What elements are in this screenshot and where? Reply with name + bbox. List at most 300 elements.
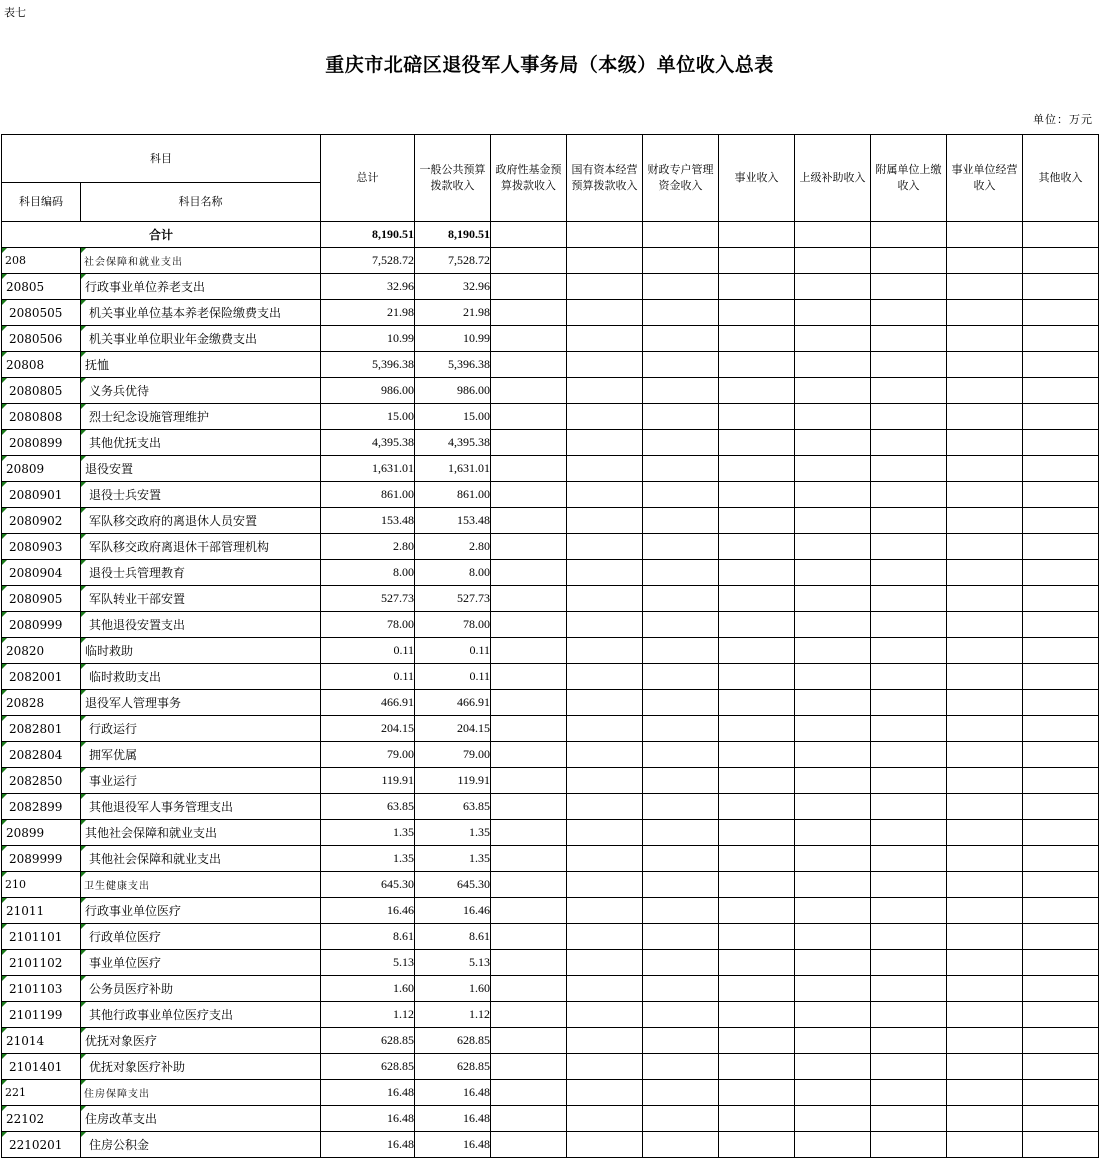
subject-name-cell: 其他社会保障和就业支出: [81, 846, 321, 872]
table-row: [2, 352, 1099, 378]
empty-cell: [1023, 1080, 1099, 1106]
empty-cell: [719, 794, 795, 820]
empty-cell: [567, 352, 643, 378]
empty-cell: [1023, 846, 1099, 872]
table-row: [2, 482, 1099, 508]
table-row: [2, 1002, 1099, 1028]
empty-cell: [795, 248, 871, 274]
empty-cell: [719, 1028, 795, 1054]
table-row: [2, 976, 1099, 1002]
subject-name-cell: 其他退役军人事务管理支出: [81, 794, 321, 820]
subject-code-cell: 2080506: [2, 326, 81, 352]
empty-cell: [795, 742, 871, 768]
empty-cell: [947, 690, 1023, 716]
total-cell: 79.00: [321, 742, 415, 768]
table-row: [2, 456, 1099, 482]
empty-cell: [1023, 222, 1099, 248]
empty-cell: [947, 872, 1023, 898]
empty-cell: [567, 560, 643, 586]
empty-cell: [643, 326, 719, 352]
empty-cell: [643, 1054, 719, 1080]
empty-cell: [947, 612, 1023, 638]
empty-cell: [567, 378, 643, 404]
table-row: [2, 378, 1099, 404]
table-row: [2, 664, 1099, 690]
table-row: [2, 586, 1099, 612]
empty-cell: [719, 274, 795, 300]
subject-code-cell: 2082899: [2, 794, 81, 820]
empty-cell: [871, 976, 947, 1002]
table-row: [2, 430, 1099, 456]
total-cell: 645.30: [321, 872, 415, 898]
income-summary-table: [1, 134, 1099, 1158]
empty-cell: [795, 924, 871, 950]
empty-cell: [871, 222, 947, 248]
subject-code-cell: 2080505: [2, 300, 81, 326]
empty-cell: [871, 846, 947, 872]
total-cell: 204.15: [321, 716, 415, 742]
general-budget-cell: 527.73: [415, 586, 491, 612]
empty-cell: [643, 664, 719, 690]
empty-cell: [1023, 690, 1099, 716]
empty-cell: [643, 482, 719, 508]
total-cell: 16.48: [321, 1106, 415, 1132]
empty-cell: [947, 898, 1023, 924]
empty-cell: [567, 846, 643, 872]
empty-cell: [491, 664, 567, 690]
total-cell: 0.11: [321, 638, 415, 664]
total-cell: 628.85: [321, 1054, 415, 1080]
subject-code-cell: 20809: [2, 456, 81, 482]
summary-row: [2, 222, 1099, 248]
empty-cell: [1023, 378, 1099, 404]
empty-cell: [719, 898, 795, 924]
empty-cell: [719, 222, 795, 248]
empty-cell: [643, 1028, 719, 1054]
empty-cell: [719, 560, 795, 586]
general-budget-cell: 79.00: [415, 742, 491, 768]
table-row: [2, 1106, 1099, 1132]
general-budget-cell: 16.48: [415, 1106, 491, 1132]
empty-cell: [871, 794, 947, 820]
empty-cell: [947, 404, 1023, 430]
total-cell: 466.91: [321, 690, 415, 716]
subject-name-cell: 行政单位医疗: [81, 924, 321, 950]
empty-cell: [567, 534, 643, 560]
empty-cell: [567, 638, 643, 664]
subject-name-cell: 退役军人管理事务: [81, 690, 321, 716]
general-budget-cell: 204.15: [415, 716, 491, 742]
subject-code-cell: 2101401: [2, 1054, 81, 1080]
total-cell: 1.60: [321, 976, 415, 1002]
empty-cell: [795, 898, 871, 924]
empty-cell: [1023, 326, 1099, 352]
total-cell: 16.48: [321, 1080, 415, 1106]
empty-cell: [871, 378, 947, 404]
empty-cell: [643, 248, 719, 274]
empty-cell: [491, 950, 567, 976]
empty-cell: [491, 872, 567, 898]
empty-cell: [643, 794, 719, 820]
empty-cell: [871, 872, 947, 898]
total-cell: 78.00: [321, 612, 415, 638]
subject-code-cell: 2082850: [2, 768, 81, 794]
table-row: [2, 742, 1099, 768]
total-cell: 1,631.01: [321, 456, 415, 482]
header-business-operation: 事业单位经营收入: [947, 135, 1023, 222]
subject-name-cell: 优抚对象医疗: [81, 1028, 321, 1054]
table-row: [2, 716, 1099, 742]
empty-cell: [947, 274, 1023, 300]
empty-cell: [947, 534, 1023, 560]
empty-cell: [947, 300, 1023, 326]
empty-cell: [491, 560, 567, 586]
empty-cell: [947, 508, 1023, 534]
empty-cell: [947, 1080, 1023, 1106]
empty-cell: [491, 248, 567, 274]
empty-cell: [491, 300, 567, 326]
empty-cell: [947, 716, 1023, 742]
empty-cell: [491, 716, 567, 742]
general-budget-cell: 1.35: [415, 846, 491, 872]
table-row: [2, 508, 1099, 534]
empty-cell: [491, 898, 567, 924]
empty-cell: [719, 638, 795, 664]
subject-name-cell: 退役士兵安置: [81, 482, 321, 508]
general-budget-cell: 8.00: [415, 560, 491, 586]
empty-cell: [643, 716, 719, 742]
total-cell: 63.85: [321, 794, 415, 820]
empty-cell: [1023, 1054, 1099, 1080]
header-business: 事业收入: [719, 135, 795, 222]
table-row: [2, 1028, 1099, 1054]
empty-cell: [795, 794, 871, 820]
empty-cell: [491, 794, 567, 820]
subject-code-cell: 2082801: [2, 716, 81, 742]
empty-cell: [947, 222, 1023, 248]
empty-cell: [643, 1002, 719, 1028]
empty-cell: [1023, 534, 1099, 560]
empty-cell: [1023, 430, 1099, 456]
table-row: [2, 612, 1099, 638]
empty-cell: [871, 248, 947, 274]
empty-cell: [491, 352, 567, 378]
subject-name-cell: 卫生健康支出: [81, 872, 321, 898]
empty-cell: [643, 690, 719, 716]
empty-cell: [567, 768, 643, 794]
empty-cell: [491, 326, 567, 352]
empty-cell: [795, 664, 871, 690]
empty-cell: [795, 1028, 871, 1054]
subject-code-cell: 21011: [2, 898, 81, 924]
subject-name-cell: 社会保障和就业支出: [81, 248, 321, 274]
empty-cell: [1023, 456, 1099, 482]
total-cell: 527.73: [321, 586, 415, 612]
empty-cell: [1023, 1002, 1099, 1028]
empty-cell: [719, 1002, 795, 1028]
general-budget-cell: 16.48: [415, 1132, 491, 1158]
header-subject: 科目: [2, 135, 321, 183]
empty-cell: [491, 820, 567, 846]
empty-cell: [947, 1002, 1023, 1028]
empty-cell: [491, 534, 567, 560]
subject-code-cell: 208: [2, 248, 81, 274]
empty-cell: [1023, 872, 1099, 898]
empty-cell: [491, 508, 567, 534]
empty-cell: [795, 1054, 871, 1080]
empty-cell: [795, 1080, 871, 1106]
subject-code-cell: 2080903: [2, 534, 81, 560]
empty-cell: [567, 326, 643, 352]
empty-cell: [567, 482, 643, 508]
general-budget-cell: 63.85: [415, 794, 491, 820]
empty-cell: [1023, 274, 1099, 300]
empty-cell: [795, 404, 871, 430]
empty-cell: [871, 352, 947, 378]
total-cell: 16.46: [321, 898, 415, 924]
table-row: [2, 534, 1099, 560]
empty-cell: [871, 1028, 947, 1054]
empty-cell: [871, 326, 947, 352]
empty-cell: [1023, 924, 1099, 950]
empty-cell: [491, 1002, 567, 1028]
subject-name-cell: 军队转业干部安置: [81, 586, 321, 612]
subject-name-cell: 临时救助: [81, 638, 321, 664]
empty-cell: [947, 794, 1023, 820]
empty-cell: [947, 560, 1023, 586]
empty-cell: [1023, 976, 1099, 1002]
empty-cell: [491, 222, 567, 248]
empty-cell: [947, 638, 1023, 664]
empty-cell: [947, 352, 1023, 378]
empty-cell: [643, 612, 719, 638]
empty-cell: [719, 872, 795, 898]
empty-cell: [567, 742, 643, 768]
empty-cell: [567, 924, 643, 950]
empty-cell: [1023, 248, 1099, 274]
subject-name-cell: 军队移交政府的离退休人员安置: [81, 508, 321, 534]
empty-cell: [567, 300, 643, 326]
subject-name-cell: 事业单位医疗: [81, 950, 321, 976]
empty-cell: [567, 1054, 643, 1080]
empty-cell: [947, 950, 1023, 976]
general-budget-cell: 861.00: [415, 482, 491, 508]
empty-cell: [871, 924, 947, 950]
empty-cell: [567, 716, 643, 742]
empty-cell: [719, 1054, 795, 1080]
empty-cell: [491, 638, 567, 664]
empty-cell: [1023, 1106, 1099, 1132]
empty-cell: [567, 794, 643, 820]
subject-name-cell: 拥军优属: [81, 742, 321, 768]
header-superior-subsidy: 上级补助收入: [795, 135, 871, 222]
header-fiscal-special: 财政专户管理资金收入: [643, 135, 719, 222]
subject-name-cell: 事业运行: [81, 768, 321, 794]
total-cell: 1.35: [321, 846, 415, 872]
empty-cell: [871, 274, 947, 300]
empty-cell: [795, 430, 871, 456]
general-budget-cell: 645.30: [415, 872, 491, 898]
empty-cell: [795, 950, 871, 976]
empty-cell: [795, 300, 871, 326]
subject-name-cell: 其他行政事业单位医疗支出: [81, 1002, 321, 1028]
empty-cell: [1023, 300, 1099, 326]
empty-cell: [871, 404, 947, 430]
empty-cell: [947, 820, 1023, 846]
empty-cell: [871, 612, 947, 638]
table-row: [2, 768, 1099, 794]
subject-name-cell: 其他优抚支出: [81, 430, 321, 456]
subject-code-cell: 2101103: [2, 976, 81, 1002]
empty-cell: [643, 508, 719, 534]
table-row: [2, 300, 1099, 326]
general-budget-cell: 5.13: [415, 950, 491, 976]
empty-cell: [567, 508, 643, 534]
empty-cell: [491, 768, 567, 794]
summary-general: 8,190.51: [415, 222, 491, 248]
empty-cell: [643, 872, 719, 898]
total-cell: 5.13: [321, 950, 415, 976]
table-row: [2, 846, 1099, 872]
general-budget-cell: 153.48: [415, 508, 491, 534]
empty-cell: [491, 378, 567, 404]
empty-cell: [871, 898, 947, 924]
empty-cell: [643, 300, 719, 326]
empty-cell: [491, 274, 567, 300]
empty-cell: [719, 1080, 795, 1106]
empty-cell: [567, 404, 643, 430]
empty-cell: [491, 404, 567, 430]
empty-cell: [795, 456, 871, 482]
total-cell: 16.48: [321, 1132, 415, 1158]
empty-cell: [491, 612, 567, 638]
table-row: [2, 794, 1099, 820]
empty-cell: [1023, 560, 1099, 586]
subject-name-cell: 住房改革支出: [81, 1106, 321, 1132]
general-budget-cell: 466.91: [415, 690, 491, 716]
empty-cell: [871, 638, 947, 664]
empty-cell: [491, 456, 567, 482]
empty-cell: [719, 820, 795, 846]
total-cell: 5,396.38: [321, 352, 415, 378]
subject-name-cell: 行政事业单位养老支出: [81, 274, 321, 300]
page-title: 重庆市北碚区退役军人事务局（本级）单位收入总表: [325, 54, 774, 76]
total-cell: 153.48: [321, 508, 415, 534]
empty-cell: [795, 976, 871, 1002]
subject-name-cell: 临时救助支出: [81, 664, 321, 690]
empty-cell: [795, 820, 871, 846]
empty-cell: [491, 976, 567, 1002]
subject-code-cell: 2101102: [2, 950, 81, 976]
empty-cell: [719, 300, 795, 326]
empty-cell: [643, 768, 719, 794]
empty-cell: [491, 690, 567, 716]
total-cell: 119.91: [321, 768, 415, 794]
subject-code-cell: 2080899: [2, 430, 81, 456]
total-cell: 1.35: [321, 820, 415, 846]
empty-cell: [719, 768, 795, 794]
total-cell: 0.11: [321, 664, 415, 690]
empty-cell: [567, 612, 643, 638]
empty-cell: [491, 1054, 567, 1080]
general-budget-cell: 1.12: [415, 1002, 491, 1028]
empty-cell: [1023, 742, 1099, 768]
empty-cell: [795, 222, 871, 248]
empty-cell: [871, 742, 947, 768]
empty-cell: [719, 924, 795, 950]
empty-cell: [1023, 950, 1099, 976]
summary-label: 合计: [2, 222, 321, 248]
empty-cell: [1023, 768, 1099, 794]
empty-cell: [643, 534, 719, 560]
general-budget-cell: 15.00: [415, 404, 491, 430]
empty-cell: [871, 664, 947, 690]
empty-cell: [947, 742, 1023, 768]
table-row: [2, 872, 1099, 898]
empty-cell: [567, 1106, 643, 1132]
subject-code-cell: 2089999: [2, 846, 81, 872]
subject-code-cell: 20828: [2, 690, 81, 716]
general-budget-cell: 16.46: [415, 898, 491, 924]
subject-code-cell: 2080805: [2, 378, 81, 404]
subject-code-cell: 221: [2, 1080, 81, 1106]
empty-cell: [947, 378, 1023, 404]
total-cell: 32.96: [321, 274, 415, 300]
empty-cell: [643, 274, 719, 300]
empty-cell: [643, 378, 719, 404]
empty-cell: [567, 820, 643, 846]
empty-cell: [795, 716, 871, 742]
total-cell: 2.80: [321, 534, 415, 560]
empty-cell: [719, 690, 795, 716]
empty-cell: [1023, 794, 1099, 820]
empty-cell: [491, 924, 567, 950]
general-budget-cell: 628.85: [415, 1028, 491, 1054]
empty-cell: [947, 924, 1023, 950]
table-row: [2, 326, 1099, 352]
subject-code-cell: 20808: [2, 352, 81, 378]
empty-cell: [567, 456, 643, 482]
table-row: [2, 274, 1099, 300]
subject-code-cell: 2080999: [2, 612, 81, 638]
subject-code-cell: 2082001: [2, 664, 81, 690]
empty-cell: [491, 430, 567, 456]
subject-code-cell: 2080808: [2, 404, 81, 430]
empty-cell: [491, 1106, 567, 1132]
empty-cell: [947, 1054, 1023, 1080]
empty-cell: [795, 326, 871, 352]
empty-cell: [491, 586, 567, 612]
empty-cell: [1023, 612, 1099, 638]
empty-cell: [719, 976, 795, 1002]
total-cell: 861.00: [321, 482, 415, 508]
empty-cell: [719, 326, 795, 352]
table-row: [2, 638, 1099, 664]
subject-code-cell: 22102: [2, 1106, 81, 1132]
empty-cell: [871, 1080, 947, 1106]
empty-cell: [871, 820, 947, 846]
table-row: [2, 560, 1099, 586]
table-row: [2, 404, 1099, 430]
general-budget-cell: 4,395.38: [415, 430, 491, 456]
empty-cell: [795, 612, 871, 638]
empty-cell: [871, 430, 947, 456]
empty-cell: [947, 456, 1023, 482]
empty-cell: [947, 976, 1023, 1002]
empty-cell: [643, 586, 719, 612]
empty-cell: [567, 690, 643, 716]
empty-cell: [719, 248, 795, 274]
